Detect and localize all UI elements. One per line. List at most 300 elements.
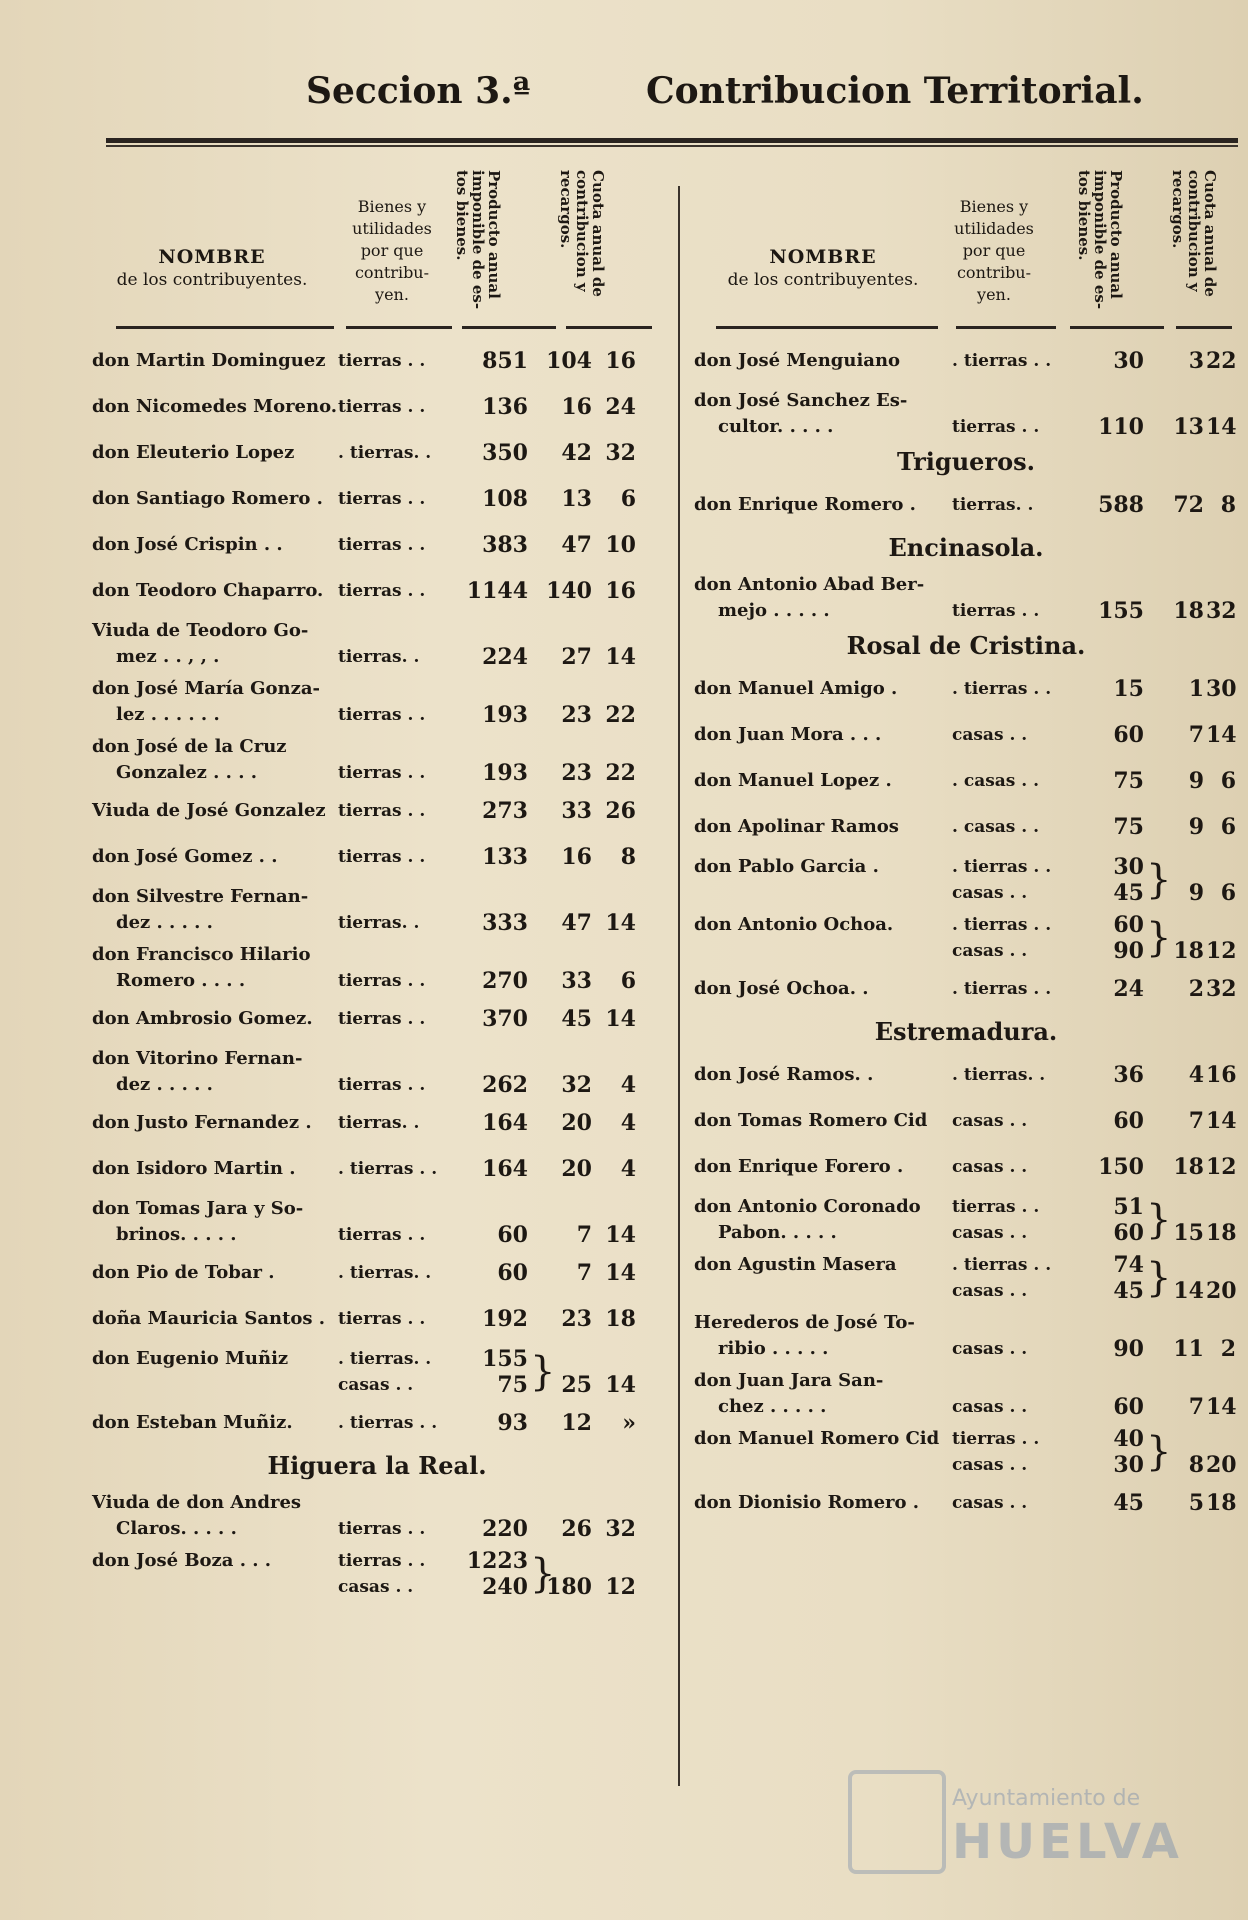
contributor-name: don Eleuterio Lopez bbox=[92, 442, 295, 463]
product-value: 273 bbox=[482, 798, 528, 824]
property-type: tierras . . bbox=[338, 971, 426, 991]
bienes-header-line: yen. bbox=[977, 285, 1011, 304]
quota-value: 180 bbox=[546, 1574, 592, 1600]
quota-value: 20 bbox=[561, 1110, 592, 1136]
contributor-name: don José Menguiano bbox=[694, 350, 901, 371]
property-type: tierras . . bbox=[952, 417, 1040, 437]
table-row bbox=[694, 338, 1238, 384]
property-type: . tierras . . bbox=[952, 351, 1052, 371]
town-heading: Rosal de Cristina. bbox=[846, 631, 1086, 660]
quota-subvalue: 32 bbox=[605, 440, 636, 466]
quota-value: 8 bbox=[1188, 1452, 1204, 1478]
contributor-name: don Antonio Coronado bbox=[694, 1196, 921, 1217]
contributor-name: Viuda de José Gonzalez bbox=[92, 800, 326, 821]
contributor-name: Viuda de Teodoro Go- bbox=[92, 620, 309, 641]
quota-value: 33 bbox=[561, 798, 592, 824]
product-value: 40 bbox=[1113, 1426, 1144, 1452]
right-entries bbox=[694, 338, 1238, 1526]
contributor-name-cont: dez . . . . . bbox=[116, 1074, 213, 1095]
quota-value: 3 bbox=[1188, 348, 1204, 374]
table-row bbox=[92, 880, 662, 938]
contributor-name-cont: lez . . . . . . bbox=[116, 704, 220, 725]
property-type: . tierras . . bbox=[952, 979, 1052, 999]
property-type: tierras . . bbox=[952, 1197, 1040, 1217]
property-type: tierras . . bbox=[338, 1309, 426, 1329]
left-column bbox=[92, 150, 662, 1790]
property-type: tierras. . bbox=[338, 647, 420, 667]
quota-subvalue: 8 bbox=[620, 844, 636, 870]
brace-mark: } bbox=[1146, 857, 1172, 903]
name-header-title: NOMBRE bbox=[769, 246, 877, 268]
brace-mark: } bbox=[530, 1551, 556, 1597]
quota-value: 2 bbox=[1188, 976, 1204, 1002]
quota-subvalue: » bbox=[622, 1410, 636, 1436]
bienes-header-line: utilidades bbox=[352, 219, 432, 238]
product-value: 75 bbox=[1113, 768, 1144, 794]
quota-value: 12 bbox=[561, 1410, 592, 1436]
contributor-name: don Pio de Tobar . bbox=[92, 1262, 275, 1283]
quota-subvalue: 14 bbox=[605, 644, 636, 670]
quota-subvalue: 14 bbox=[1206, 722, 1237, 748]
bienes-header-line: yen. bbox=[375, 285, 409, 304]
table-row bbox=[92, 614, 662, 672]
table-row bbox=[92, 522, 662, 568]
property-type: tierras . . bbox=[952, 601, 1040, 621]
cuota-header: Cuota anual de contribucion y recargos. bbox=[1169, 170, 1219, 297]
table-row bbox=[92, 338, 662, 384]
quota-subvalue: 20 bbox=[1206, 1278, 1237, 1304]
quota-value: 4 bbox=[1188, 1062, 1204, 1088]
town-heading: Encinasola. bbox=[888, 533, 1044, 562]
contributor-name: Viuda de don Andres bbox=[92, 1492, 302, 1513]
section-label: Seccion 3.ª bbox=[306, 70, 531, 112]
table-row bbox=[694, 568, 1238, 626]
property-type: tierras. . bbox=[338, 1113, 420, 1133]
property-type-2: casas . . bbox=[338, 1577, 414, 1597]
table-row bbox=[694, 384, 1238, 442]
quota-subvalue: 6 bbox=[1220, 880, 1236, 906]
table-row bbox=[92, 996, 662, 1042]
table-row bbox=[92, 1042, 662, 1100]
contributor-name-cont: brinos. . . . . bbox=[116, 1224, 237, 1245]
brace-mark: } bbox=[1146, 915, 1172, 961]
contributor-name: don José de la Cruz bbox=[92, 736, 287, 757]
product-value: 45 bbox=[1113, 1490, 1144, 1516]
contributor-name-cont: Romero . . . . bbox=[116, 970, 246, 991]
contributor-name: don José Gomez . . bbox=[92, 846, 278, 867]
table-row bbox=[694, 850, 1238, 908]
table-row bbox=[694, 1364, 1238, 1422]
product-value: 588 bbox=[1098, 492, 1144, 518]
contributor-name: don Antonio Ochoa. bbox=[694, 914, 894, 935]
table-row bbox=[92, 1296, 662, 1342]
quota-value: 13 bbox=[561, 486, 592, 512]
quota-value: 23 bbox=[561, 1306, 592, 1332]
left-column-header bbox=[92, 150, 662, 338]
product-value: 220 bbox=[482, 1516, 528, 1542]
property-type-2: casas . . bbox=[952, 941, 1028, 961]
quota-value: 15 bbox=[1173, 1220, 1204, 1246]
quota-value: 25 bbox=[561, 1372, 592, 1398]
quota-subvalue: 30 bbox=[1206, 676, 1237, 702]
quota-subvalue: 18 bbox=[1206, 1490, 1237, 1516]
table-row bbox=[694, 1052, 1238, 1098]
product-value: 60 bbox=[497, 1222, 528, 1248]
producto-header: Producto anual imponible de es-tos bienes. bbox=[1075, 170, 1125, 310]
table-row bbox=[694, 1248, 1238, 1306]
contributor-name: don Manuel Romero Cid bbox=[694, 1428, 940, 1449]
contributor-name: doña Mauricia Santos . bbox=[92, 1308, 326, 1329]
product-value: 90 bbox=[1113, 1336, 1144, 1362]
product-value: 74 bbox=[1113, 1252, 1144, 1278]
property-type: tierras . . bbox=[338, 351, 426, 371]
contributor-name: don Silvestre Fernan- bbox=[92, 886, 309, 907]
quota-value: 7 bbox=[1188, 722, 1204, 748]
property-type: tierras. . bbox=[338, 913, 420, 933]
product-value: 110 bbox=[1098, 414, 1144, 440]
table-row bbox=[92, 1100, 662, 1146]
property-type: . tierras . . bbox=[338, 1413, 438, 1433]
quota-subvalue: 4 bbox=[620, 1110, 636, 1136]
bienes-header-line: Bienes y bbox=[357, 197, 427, 216]
property-type: . tierras. . bbox=[338, 443, 432, 463]
product-value: 36 bbox=[1113, 1062, 1144, 1088]
product-value: 193 bbox=[482, 702, 528, 728]
property-type: casas . . bbox=[952, 1397, 1028, 1417]
coat-of-arms-icon bbox=[848, 1770, 946, 1874]
contributor-name-cont: dez . . . . . bbox=[116, 912, 213, 933]
quota-subvalue: 6 bbox=[620, 486, 636, 512]
watermark-line2: HUELVA bbox=[952, 1814, 1183, 1870]
quota-value: 23 bbox=[561, 702, 592, 728]
product-value: 60 bbox=[1113, 1108, 1144, 1134]
brace-mark: } bbox=[1146, 1255, 1172, 1301]
contributor-name: don José Sanchez Es- bbox=[694, 390, 908, 411]
product-value: 108 bbox=[482, 486, 528, 512]
property-type: tierras . . bbox=[338, 581, 426, 601]
product-value: 60 bbox=[1113, 722, 1144, 748]
contributor-name: don José Boza . . . bbox=[92, 1550, 272, 1571]
contributor-name: don Pablo Garcia . bbox=[694, 856, 879, 877]
archive-watermark bbox=[848, 1770, 1188, 1880]
table-row bbox=[92, 834, 662, 880]
contributor-name-cont: ribio . . . . . bbox=[718, 1338, 829, 1359]
property-type-2: casas . . bbox=[952, 1455, 1028, 1475]
quota-value: 45 bbox=[561, 1006, 592, 1032]
product-value: 270 bbox=[482, 968, 528, 994]
contributor-name: Herederos de José To- bbox=[694, 1312, 915, 1333]
product-value: 93 bbox=[497, 1410, 528, 1436]
table-row bbox=[92, 1250, 662, 1296]
property-type: . tierras. . bbox=[952, 1065, 1046, 1085]
product-value: 150 bbox=[1098, 1154, 1144, 1180]
quota-subvalue: 20 bbox=[1206, 1452, 1237, 1478]
contributor-name: don Antonio Abad Ber- bbox=[694, 574, 925, 595]
quota-value: 33 bbox=[561, 968, 592, 994]
contributor-name: don Manuel Amigo . bbox=[694, 678, 898, 699]
quota-value: 9 bbox=[1188, 768, 1204, 794]
quota-value: 23 bbox=[561, 760, 592, 786]
name-header bbox=[708, 246, 938, 291]
contributor-name: don Tomas Jara y So- bbox=[92, 1198, 304, 1219]
quota-subvalue: 14 bbox=[605, 1372, 636, 1398]
quota-subvalue: 8 bbox=[1220, 492, 1236, 518]
quota-subvalue: 4 bbox=[620, 1072, 636, 1098]
table-row bbox=[92, 730, 662, 788]
property-type: tierras . . bbox=[338, 705, 426, 725]
table-row bbox=[92, 568, 662, 614]
quota-subvalue: 24 bbox=[605, 394, 636, 420]
quota-subvalue: 2 bbox=[1220, 1336, 1236, 1362]
product-value: 75 bbox=[1113, 814, 1144, 840]
quota-value: 104 bbox=[546, 348, 592, 374]
quota-value: 72 bbox=[1173, 492, 1204, 518]
table-row bbox=[92, 1192, 662, 1250]
property-type: tierras . . bbox=[338, 763, 426, 783]
table-row bbox=[694, 1098, 1238, 1144]
contributor-name: don Juan Mora . . . bbox=[694, 724, 882, 745]
quota-value: 16 bbox=[561, 394, 592, 420]
product-value-2: 90 bbox=[1113, 938, 1144, 964]
quota-subvalue: 4 bbox=[620, 1156, 636, 1182]
quota-value: 18 bbox=[1173, 1154, 1204, 1180]
quota-value: 32 bbox=[561, 1072, 592, 1098]
property-type: casas . . bbox=[952, 1111, 1028, 1131]
title-rule-thin bbox=[106, 145, 1238, 147]
bienes-header-line: contribu- bbox=[956, 263, 1032, 282]
product-value: 155 bbox=[482, 1346, 528, 1372]
property-type: tierras . . bbox=[338, 1009, 426, 1029]
product-value: 155 bbox=[1098, 598, 1144, 624]
header-underline bbox=[566, 326, 652, 329]
product-value: 15 bbox=[1113, 676, 1144, 702]
contributor-name-cont: Pabon. . . . . bbox=[718, 1222, 837, 1243]
table-row bbox=[92, 476, 662, 522]
property-type: tierras . . bbox=[338, 489, 426, 509]
header-underline bbox=[116, 326, 334, 329]
brace-mark: } bbox=[1146, 1197, 1172, 1243]
quota-subvalue: 14 bbox=[1206, 1394, 1237, 1420]
quota-subvalue: 22 bbox=[605, 702, 636, 728]
product-value: 164 bbox=[482, 1110, 528, 1136]
contributor-name: don Manuel Lopez . bbox=[694, 770, 892, 791]
product-value: 60 bbox=[497, 1260, 528, 1286]
property-type-2: casas . . bbox=[338, 1375, 414, 1395]
producto-header: Producto anual imponible de es-tos bienes. bbox=[453, 170, 503, 310]
quota-value: 47 bbox=[561, 910, 592, 936]
contributor-name: don Justo Fernandez . bbox=[92, 1112, 312, 1133]
property-type: tierras . . bbox=[338, 1519, 426, 1539]
product-value: 30 bbox=[1113, 348, 1144, 374]
contributor-name-cont: Gonzalez . . . . bbox=[116, 762, 257, 783]
contributor-name-cont: mejo . . . . . bbox=[718, 600, 830, 621]
product-value: 1223 bbox=[466, 1548, 528, 1574]
quota-value: 7 bbox=[576, 1260, 592, 1286]
contributor-name: don José Ramos. . bbox=[694, 1064, 874, 1085]
header-underline bbox=[1176, 326, 1232, 329]
quota-subvalue: 26 bbox=[605, 798, 636, 824]
product-value: 30 bbox=[1113, 854, 1144, 880]
contributor-name: don Eugenio Muñiz bbox=[92, 1348, 289, 1369]
quota-subvalue: 14 bbox=[1206, 1108, 1237, 1134]
quota-subvalue: 16 bbox=[605, 578, 636, 604]
bienes-header-line: Bienes y bbox=[959, 197, 1029, 216]
column-divider bbox=[678, 186, 680, 1786]
contributor-name-cont: mez . . , , . bbox=[116, 646, 220, 667]
table-row bbox=[694, 1480, 1238, 1526]
contributor-name: don Esteban Muñiz. bbox=[92, 1412, 293, 1433]
town-heading: Estremadura. bbox=[874, 1017, 1058, 1046]
property-type: tierras . . bbox=[952, 1429, 1040, 1449]
property-type: tierras . . bbox=[338, 1225, 426, 1245]
product-value-2: 30 bbox=[1113, 1452, 1144, 1478]
quota-value: 5 bbox=[1188, 1490, 1204, 1516]
property-type-2: casas . . bbox=[952, 1223, 1028, 1243]
quota-subvalue: 22 bbox=[605, 760, 636, 786]
contributor-name: don Isidoro Martin . bbox=[92, 1158, 296, 1179]
quota-subvalue: 12 bbox=[1206, 938, 1237, 964]
right-column-header bbox=[694, 150, 1238, 338]
watermark-line1: Ayuntamiento de bbox=[952, 1786, 1141, 1811]
bienes-header bbox=[342, 196, 442, 306]
quota-value: 18 bbox=[1173, 938, 1204, 964]
quota-subvalue: 10 bbox=[605, 532, 636, 558]
contributor-name: don Enrique Forero . bbox=[694, 1156, 904, 1177]
quota-subvalue: 18 bbox=[605, 1306, 636, 1332]
property-type: . tierras . . bbox=[952, 679, 1052, 699]
header-underline bbox=[462, 326, 556, 329]
quota-value: 18 bbox=[1173, 598, 1204, 624]
property-type: . casas . . bbox=[952, 771, 1040, 791]
quota-value: 1 bbox=[1188, 676, 1204, 702]
property-type: . casas . . bbox=[952, 817, 1040, 837]
property-type: . tierras . . bbox=[952, 915, 1052, 935]
title-rule bbox=[106, 138, 1238, 143]
quota-value: 9 bbox=[1188, 880, 1204, 906]
property-type: . tierras. . bbox=[338, 1263, 432, 1283]
product-value: 851 bbox=[482, 348, 528, 374]
property-type: tierras . . bbox=[338, 801, 426, 821]
product-value: 24 bbox=[1113, 976, 1144, 1002]
property-type-2: casas . . bbox=[952, 883, 1028, 903]
property-type: tierras . . bbox=[338, 535, 426, 555]
contributor-name: don Ambrosio Gomez. bbox=[92, 1008, 313, 1029]
town-heading: Trigueros. bbox=[897, 447, 1035, 476]
contributor-name: don Apolinar Ramos bbox=[694, 816, 899, 837]
product-value: 262 bbox=[482, 1072, 528, 1098]
product-value-2: 45 bbox=[1113, 880, 1144, 906]
name-header-title: NOMBRE bbox=[158, 246, 266, 268]
product-value: 60 bbox=[1113, 912, 1144, 938]
contributor-name: don José Ochoa. . bbox=[694, 978, 869, 999]
product-value: 133 bbox=[482, 844, 528, 870]
header-underline bbox=[956, 326, 1056, 329]
property-type: . tierras . . bbox=[952, 857, 1052, 877]
right-column bbox=[694, 150, 1238, 1790]
property-type: tierras . . bbox=[338, 1075, 426, 1095]
table-row bbox=[92, 1486, 662, 1544]
quota-subvalue: 12 bbox=[605, 1574, 636, 1600]
product-value: 350 bbox=[482, 440, 528, 466]
contributor-name: don Nicomedes Moreno. bbox=[92, 396, 338, 417]
table-row bbox=[694, 758, 1238, 804]
quota-subvalue: 32 bbox=[1206, 976, 1237, 1002]
quota-subvalue: 14 bbox=[1206, 414, 1237, 440]
property-type: tierras . . bbox=[338, 397, 426, 417]
quota-subvalue: 12 bbox=[1206, 1154, 1237, 1180]
contributor-name: don Santiago Romero . bbox=[92, 488, 323, 509]
contributor-name: don Dionisio Romero . bbox=[694, 1492, 920, 1513]
quota-value: 7 bbox=[1188, 1394, 1204, 1420]
left-entries bbox=[92, 338, 662, 1602]
contributor-name-cont: cultor. . . . . bbox=[718, 416, 834, 437]
product-value-2: 45 bbox=[1113, 1278, 1144, 1304]
contributor-name: don Francisco Hilario bbox=[92, 944, 311, 965]
contributor-name-cont: Claros. . . . . bbox=[116, 1518, 237, 1539]
product-value: 370 bbox=[482, 1006, 528, 1032]
table-row bbox=[694, 1306, 1238, 1364]
product-value: 333 bbox=[482, 910, 528, 936]
property-type: . tierras. . bbox=[338, 1349, 432, 1369]
quota-subvalue: 6 bbox=[1220, 814, 1236, 840]
contributor-name: don José Crispin . . bbox=[92, 534, 283, 555]
table-row bbox=[92, 1342, 662, 1400]
quota-subvalue: 32 bbox=[1206, 598, 1237, 624]
bienes-header bbox=[944, 196, 1044, 306]
product-value: 60 bbox=[1113, 1394, 1144, 1420]
property-type: casas . . bbox=[952, 1157, 1028, 1177]
quota-subvalue: 32 bbox=[605, 1516, 636, 1542]
section-title: Contribucion Territorial. bbox=[646, 70, 1144, 112]
table-row bbox=[694, 1144, 1238, 1190]
name-header bbox=[92, 246, 332, 291]
quota-subvalue: 14 bbox=[605, 1006, 636, 1032]
quota-value: 7 bbox=[1188, 1108, 1204, 1134]
table-row bbox=[92, 384, 662, 430]
quota-subvalue: 16 bbox=[1206, 1062, 1237, 1088]
property-type: tierras . . bbox=[338, 1551, 426, 1571]
property-type: tierras . . bbox=[338, 847, 426, 867]
table-row bbox=[694, 966, 1238, 1012]
header-underline bbox=[1070, 326, 1164, 329]
town-heading: Higuera la Real. bbox=[267, 1451, 487, 1480]
quota-subvalue: 14 bbox=[605, 910, 636, 936]
property-type: casas . . bbox=[952, 1339, 1028, 1359]
table-row bbox=[92, 430, 662, 476]
property-type: casas . . bbox=[952, 1493, 1028, 1513]
name-header-sub: de los contribuyentes. bbox=[116, 270, 308, 290]
product-value-2: 75 bbox=[497, 1372, 528, 1398]
property-type: casas . . bbox=[952, 725, 1028, 745]
cuota-header: Cuota anual de contribucion y recargos. bbox=[557, 170, 607, 297]
contributor-name: don Tomas Romero Cid bbox=[694, 1110, 928, 1131]
product-value: 383 bbox=[482, 532, 528, 558]
header-underline bbox=[716, 326, 938, 329]
quota-value: 20 bbox=[561, 1156, 592, 1182]
property-type: . tierras . . bbox=[952, 1255, 1052, 1275]
contributor-name: don Teodoro Chaparro. bbox=[92, 580, 324, 601]
table-row bbox=[92, 1400, 662, 1446]
table-row bbox=[694, 712, 1238, 758]
contributor-name: don José María Gonza- bbox=[92, 678, 320, 699]
contributor-name: don Juan Jara San- bbox=[694, 1370, 884, 1391]
table-row bbox=[92, 1146, 662, 1192]
contributor-name: don Martin Dominguez bbox=[92, 350, 326, 371]
name-header-sub: de los contribuyentes. bbox=[727, 270, 919, 290]
table-row bbox=[92, 788, 662, 834]
quota-subvalue: 6 bbox=[620, 968, 636, 994]
table-row bbox=[92, 938, 662, 996]
